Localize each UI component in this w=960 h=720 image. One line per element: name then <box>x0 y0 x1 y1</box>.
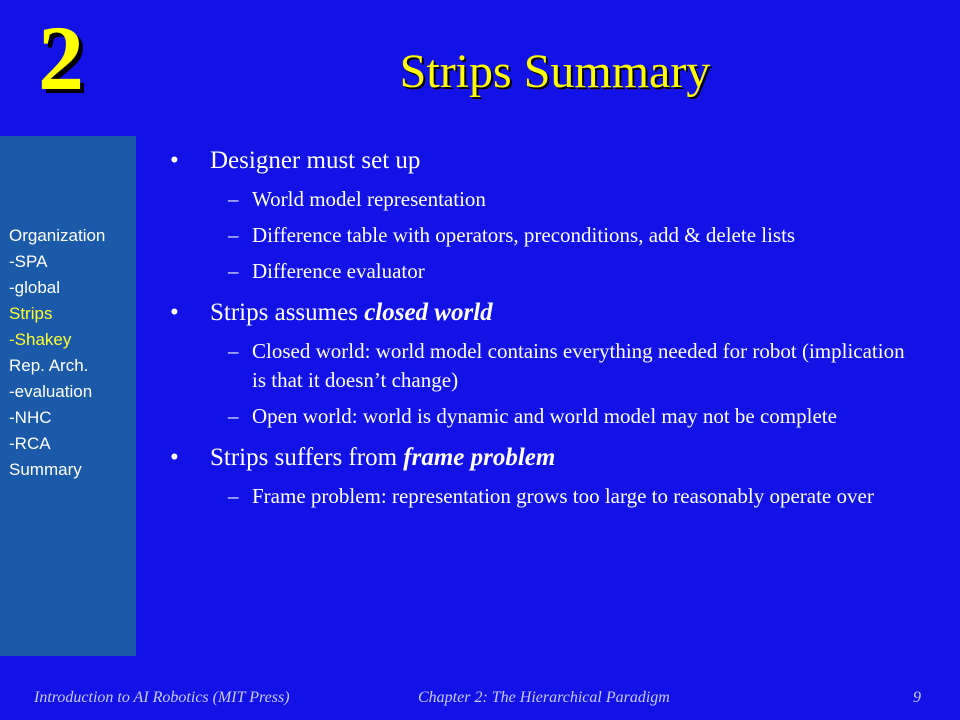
chapter-number: 2 <box>38 7 84 109</box>
sidebar-item-summary[interactable]: Summary <box>9 460 82 479</box>
sub-bullet-text: Open world: world is dynamic and world model may not be complete <box>252 404 837 428</box>
sub-bullet <box>160 257 920 286</box>
footer-book-title: Introduction to AI Robotics (MIT Press) <box>34 689 290 706</box>
sub-bullet <box>160 185 920 214</box>
bullet-dot: • <box>170 147 179 174</box>
bullet-emphasis: frame problem <box>403 444 556 471</box>
bullet-designer <box>160 144 920 178</box>
sub-bullet-text: World model representation <box>252 187 486 211</box>
sub-bullet-dash: – <box>228 484 239 508</box>
sidebar-item-organization[interactable]: Organization <box>9 226 106 245</box>
sub-bullet-dash: – <box>228 223 239 247</box>
sub-bullet-text: Frame problem: representation grows too large to reasonably operate over <box>252 484 874 508</box>
sidebar-item-nhc[interactable]: -NHC <box>9 408 52 427</box>
sidebar-nav <box>0 136 136 656</box>
sub-bullet-dash: – <box>228 404 239 428</box>
sub-bullet-text: Difference evaluator <box>252 259 425 283</box>
sidebar-item-global[interactable]: -global <box>9 278 61 297</box>
sidebar-item-evaluation[interactable]: -evaluation <box>9 382 93 401</box>
sub-bullet-dash: – <box>228 259 239 283</box>
slide-title: Strips Summary <box>399 45 711 98</box>
sub-bullet-text: Difference table with operators, preconditions, add & delete lists <box>252 223 796 247</box>
sidebar-item-strips[interactable]: Strips <box>9 304 53 323</box>
sub-bullet <box>160 402 920 431</box>
page-number: 9 <box>913 689 921 706</box>
bullet-dot: • <box>170 444 179 471</box>
sub-bullet-dash: – <box>228 339 239 363</box>
sub-bullet-text: Closed world: world model contains everything needed for robot (implication is that it doesn’t change) <box>252 339 905 392</box>
sub-bullet-dash: – <box>228 187 239 211</box>
slide-content <box>160 144 920 511</box>
sub-bullet <box>160 221 920 250</box>
bullet-text: Strips suffers from <box>210 444 404 471</box>
sidebar-item-shakey[interactable]: -Shakey <box>9 330 72 349</box>
footer-chapter-title: Chapter 2: The Hierarchical Paradigm <box>418 689 670 706</box>
sidebar-item-rep-arch[interactable]: Rep. Arch. <box>9 356 89 375</box>
sidebar-item-spa[interactable]: -SPA <box>9 252 48 271</box>
bullet-emphasis: closed world <box>364 299 493 326</box>
bullet-closed-world <box>160 296 920 330</box>
bullet-frame-problem <box>160 441 920 475</box>
sidebar-item-rca[interactable]: -RCA <box>9 434 51 453</box>
sub-bullet <box>160 337 920 395</box>
bullet-text: Designer must set up <box>210 147 421 174</box>
bullet-dot: • <box>170 299 179 326</box>
bullet-text: Strips assumes <box>210 299 365 326</box>
sub-bullet <box>160 482 920 511</box>
